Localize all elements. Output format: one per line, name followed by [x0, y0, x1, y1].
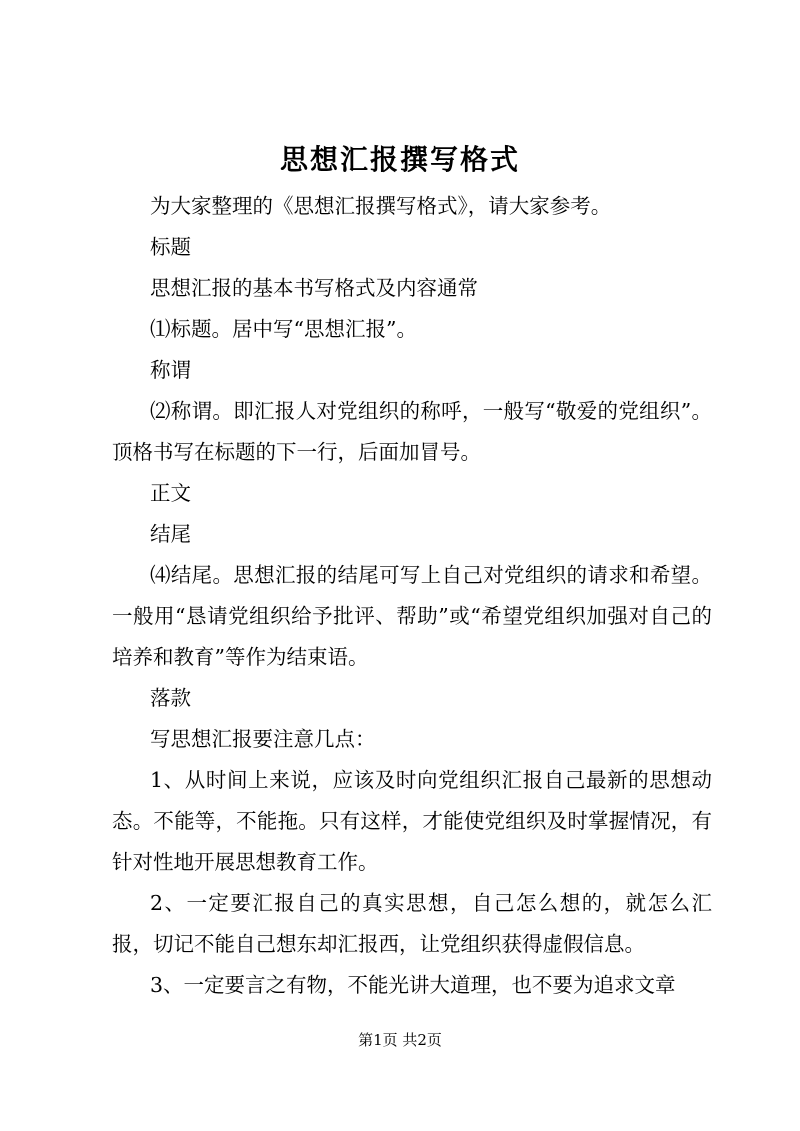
paragraph: 为大家整理的《思想汇报撰写格式》，请大家参考。 — [150, 194, 612, 218]
paragraph: ⑷结尾。思想汇报的结尾可写上自己对党组织的请求和希望。一般用“恳请党组织给予批评、帮助”或“希望党组织加强对自己的培养和教育”等作为结束语。 — [112, 563, 712, 669]
paragraph: ⑵称谓。即汇报人对党组织的称呼，一般写“敬爱的党组织”。顶格书写在标题的下一行，后面加冒号。 — [112, 399, 712, 464]
page-footer: 第1页 共2页 — [358, 1031, 442, 1049]
section-heading-salutation: 称谓 — [150, 358, 191, 382]
list-item: 2、一定要汇报自己的真实思想，自己怎么想的，就怎么汇报，切记不能自己想东却汇报西，让党组织获得虚假信息。 — [112, 891, 712, 956]
paragraph: 写思想汇报要注意几点： — [150, 727, 376, 751]
document-body — [112, 186, 712, 1006]
section-heading-signature: 落款 — [150, 686, 191, 710]
list-item: 3、一定要言之有物，不能光讲大道理，也不要为追求文章 — [150, 973, 676, 997]
section-heading-ending: 结尾 — [150, 522, 191, 546]
paragraph: 思想汇报的基本书写格式及内容通常 — [150, 276, 478, 300]
section-heading-body: 正文 — [150, 481, 191, 505]
paragraph: ⑴标题。居中写“思想汇报”。 — [150, 317, 417, 341]
section-heading-title: 标题 — [150, 235, 191, 259]
document-title: 思想汇报撰写格式 — [279, 143, 520, 176]
list-item: 1、从时间上来说，应该及时向党组织汇报自己最新的思想动态。不能等，不能拖。只有这样，才能使党组织及时掌握情况，有针对性地开展思想教育工作。 — [112, 768, 712, 874]
